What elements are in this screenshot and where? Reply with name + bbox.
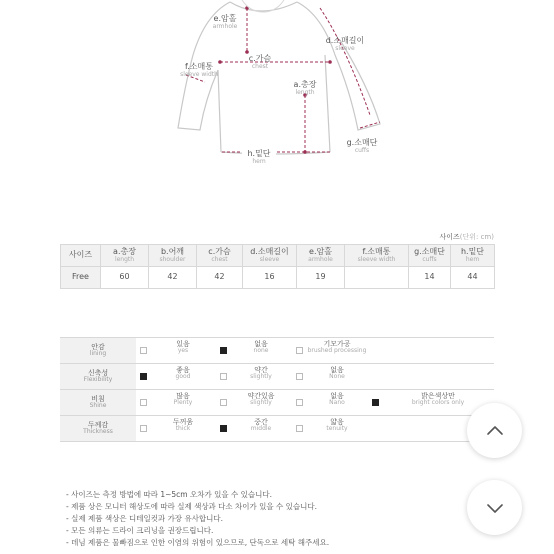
size-header-armhole: e.암홀 armhole [297,245,345,267]
size-cell [345,267,409,289]
option-item: 좋음 good [136,364,216,389]
checkbox-icon [220,399,227,406]
option-head: 신축성 Flexibility [60,364,136,390]
size-cell: 60 [101,267,149,289]
option-item: 중간 middle [216,416,292,441]
checkbox-icon [296,373,303,380]
size-header-cuffs: g.소매단 cuffs [409,245,451,267]
checkbox-checked-icon [372,399,379,406]
option-row-lining [60,338,494,364]
option-row-flexibility [60,364,494,390]
scroll-up-button[interactable] [467,403,522,458]
checkbox-icon [296,347,303,354]
size-cell: Free [61,267,101,289]
option-item: 기모가공 brushed processing [292,338,368,363]
option-item: 없음 Nano [292,390,368,415]
note-line: - 데님 제품은 물빠짐으로 인한 이염의 위험이 있으므로, 단독으로 세탁 해주세요. [66,538,330,547]
size-header-chest: c.가슴 chest [197,245,243,267]
option-row-shine [60,390,494,416]
scroll-down-button[interactable] [467,480,522,535]
size-cell: 44 [451,267,495,289]
note-line: - 실제 제품 색상은 디테일컷과 가장 유사합니다. [66,514,224,523]
size-cell: 19 [297,267,345,289]
size-cell: 42 [197,267,243,289]
option-head: 안감 lining [60,338,136,364]
option-item: 얇음 tenuity [292,416,368,441]
chest-label: c.가슴 chest [248,54,272,70]
size-header-hem: h.밑단 hem [451,245,495,267]
garment-outline-illustration [0,0,554,180]
option-head: 두께감 Thickness [60,416,136,442]
option-item: 많음 Plenty [136,390,216,415]
sleeve-width-label: f.소매통 sleeve width [180,62,218,78]
option-item: 없음 none [216,338,292,363]
option-item: 없음 None [292,364,368,389]
size-cell: 16 [243,267,297,289]
option-head: 비침 Shine [60,390,136,416]
armhole-label: e.암홀 armhole [212,14,238,30]
chevron-up-icon [485,421,505,441]
checkbox-checked-icon [220,425,227,432]
checkbox-icon [140,347,147,354]
checkbox-icon [296,425,303,432]
option-item: 밝은색상만 bright colors only [368,390,494,415]
size-header-sleeve-width: f.소매통 sleeve width [345,245,409,267]
checkbox-icon [220,373,227,380]
option-item: 두꺼움 thick [136,416,216,441]
option-item: 약간 slightly [216,364,292,389]
option-item: 있음 yes [136,338,216,363]
checkbox-checked-icon [220,347,227,354]
note-line: - 사이즈는 측정 방법에 따라 1~5cm 오차가 있을 수 있습니다. [66,490,272,499]
checkbox-icon [140,399,147,406]
size-header-shoulder: b.어깨 shoulder [149,245,197,267]
chevron-down-icon [485,498,505,518]
size-table [60,244,495,289]
note-line: - 모든 의류는 드라이 크리닝을 권장드립니다. [66,526,214,535]
note-line: - 제품 상은 모니터 해상도에 따라 실제 색상과 다소 차이가 있을 수 있습니다. [66,502,318,511]
length-label: a.총장 length [293,80,317,96]
size-cell: 42 [149,267,197,289]
measurement-diagram [0,0,554,180]
sleeve-label: d.소매길이 sleeve [325,36,365,52]
size-unit-note: 사이즈(단위: cm) [439,233,494,241]
hem-label: h.밑단 hem [242,150,276,165]
checkbox-checked-icon [140,373,147,380]
checkbox-icon [140,425,147,432]
size-header-length: a.총장 length [101,245,149,267]
cuffs-label: g.소매단 cuffs [346,138,378,154]
size-table-header-row [61,245,495,267]
size-cell: 14 [409,267,451,289]
option-row-thickness [60,416,494,442]
size-header-sleeve: d.소매길이 sleeve [243,245,297,267]
table-row [61,267,495,289]
size-header-size: 사이즈 [61,245,101,267]
option-item: 약간있음 slightly [216,390,292,415]
fabric-options-table [60,337,494,442]
checkbox-icon [296,399,303,406]
care-notes [66,489,329,549]
